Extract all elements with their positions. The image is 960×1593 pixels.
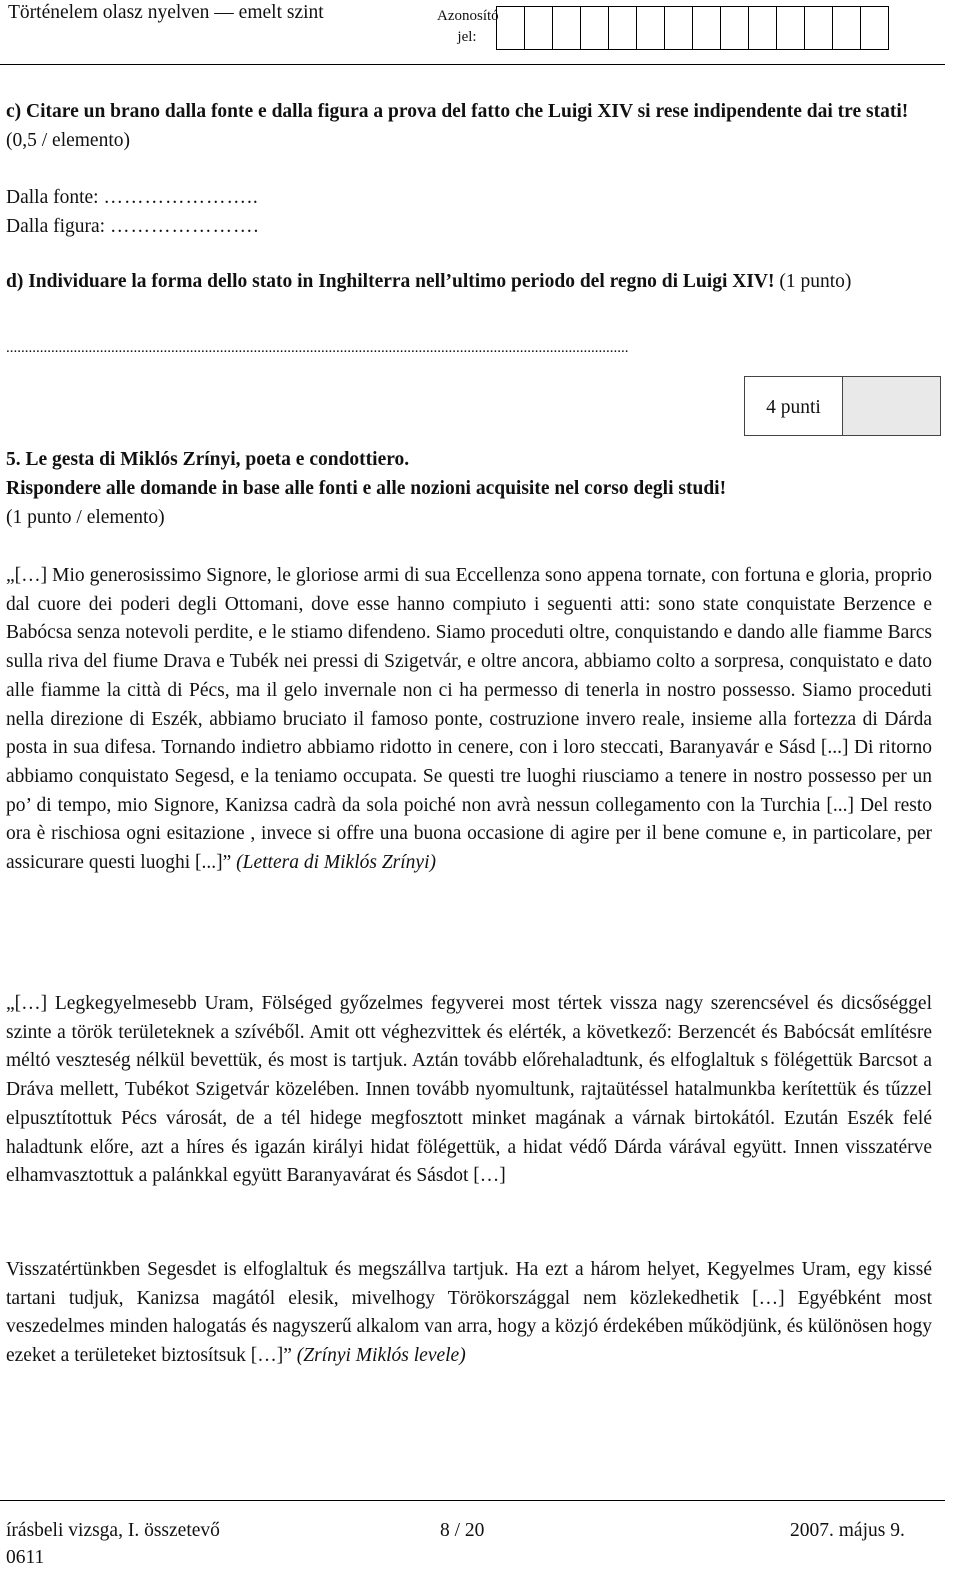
source-italian — [6, 562, 932, 878]
question-d-answer-line[interactable]: ...................................................................................................................................................................... — [6, 340, 629, 356]
task5-instruction: Rispondere alle domande in base alle fonti e alle nozioni acquisite nel corso degli studi! — [6, 478, 727, 499]
id-digit-box[interactable] — [497, 6, 525, 50]
id-digit-box[interactable] — [749, 6, 777, 50]
footer-date: 2007. május 9. — [790, 1520, 905, 1541]
id-digit-box[interactable] — [525, 6, 553, 50]
id-label: Azonosító jel: — [437, 8, 499, 45]
fonte-label: Dalla fonte: — [6, 187, 99, 208]
question-c-points: (0,5 / elemento) — [6, 129, 130, 151]
score-field[interactable] — [843, 377, 940, 435]
question-d-text: d) Individuare la forma dello stato in Inghilterra nell’ultimo periodo del regno di Luigi XIV! — [6, 271, 775, 292]
score-label: 4 punti — [745, 377, 843, 435]
id-digit-box[interactable] — [553, 6, 581, 50]
id-digit-box[interactable] — [693, 6, 721, 50]
question-d-points: (1 punto) — [779, 271, 852, 292]
source-italian-attribution: (Lettera di Miklós Zrínyi) — [236, 852, 436, 874]
answer-figura-line[interactable] — [6, 213, 932, 242]
fonte-answer-dots[interactable]: ………………….. — [103, 187, 259, 208]
footer-exam-part: írásbeli vizsga, I. összetevő — [6, 1520, 220, 1541]
task5-points: (1 punto / elemento) — [6, 507, 165, 528]
figura-answer-dots[interactable]: …………………. — [109, 216, 260, 237]
id-digit-box[interactable] — [637, 6, 665, 50]
source-hungarian-attribution: (Zrínyi Miklós levele) — [296, 1345, 466, 1367]
id-digit-box[interactable] — [861, 6, 889, 50]
footer-page-number: 8 / 20 — [440, 1520, 485, 1541]
header-divider — [0, 64, 945, 65]
id-digit-box[interactable] — [777, 6, 805, 50]
source-italian-text: „[…] Mio generosissimo Signore, le gloriose armi di sua Eccellenza sono appena tornate, con fortuna e gloria, proprio dal cuore dei poderi degli Ottomani, dove esse hanno compiuto i seguenti atti: sono state conquistate Berzence e Babócsa senza notevoli perdite, e le stiamo difendeno. Siamo proceduti oltre, conquistando e dando alle fiamme Barcs sulla riva del fiume Drava e Tubék nei pressi di Szigetvár, e oltre ancora, abbiamo colto a sorpresa, conquistato e dato alle fiamme la città di Pécs, ma il gelo invernale non ci ha permesso di tenerla in nostro possesso. Siamo proceduti nella direzione di Eszék, abbiamo bruciato il famoso ponte, costruzione invero reale, insieme alla fortezza di Dárda posta in sua difesa. Tornando indietro abbiamo ridotto in cenere, con i loro steccati, Baranyavár e Sásd [...] Di ritorno abbiamo conquistato Segesd, e la teniamo occupata. Se questi tre luoghi riusciamo a tenere in nostro possesso per un po’ di tempo, mio Signore, Kanizsa cadrà da sola poiché non avrà nessun collegamento con la Turchia [...] Del resto ora è rischiosa ogni esitazione , invece si offre una buona occasione di agire per il bene comune e, in particolare, per assicurare questi luoghi [...]” — [6, 565, 932, 874]
figura-label: Dalla figura: — [6, 216, 106, 237]
source-hungarian-1: „[…] Legkegyelmesebb Uram, Fölséged győzelmes fegyverei most tértek vissza nagy szerencsével és dicsőséggel szinte a török területeknek a szívéből. Amit ott véghezvittek és elérték, a következő: Berzencét és Babócsát említésre méltó veszteség nélkül bevettük, és most is tartjuk. Aztán tovább előrehaladtunk, és elfoglaltuk s fölégettük Barcsot a Dráva mellett, Tubékot Szigetvár közelében. Innen tovább nyomultunk, rajtaütéssel hatalmunkba kerítettük és tűzzel elpusztítottuk Pécs városát, de a tél hidege megfosztott minket magának a várnak birtokától. Ezután Eszék felé haladtunk előre, azt a híres és igazán királyi hidat fölégettük, a hidat védő Dárda várával együtt. Innen visszatérve elhamvasztottuk a palánkkal együtt Baranyavárat és Sásdot […] — [6, 993, 932, 1187]
footer-divider — [0, 1500, 945, 1501]
id-digit-box[interactable] — [581, 6, 609, 50]
score-box — [744, 376, 941, 436]
id-digit-box[interactable] — [665, 6, 693, 50]
question-c-text: c) Citare un brano dalla fonte e dalla figura a prova del fatto che Luigi XIV si rese indipendente dai tre stati! — [6, 101, 909, 122]
page-header — [0, 0, 960, 66]
task5-title: 5. Le gesta di Miklós Zrínyi, poeta e condottiero. — [6, 449, 410, 470]
id-input-boxes[interactable] — [496, 6, 889, 50]
footer-code: 0611 — [6, 1547, 45, 1568]
source-hungarian-2-text: Visszatértünkben Segesdet is elfoglaltuk és megszállva tartjuk. Ha ezt a három helyet, Kegyelmes Uram, egy kissé tartani tudjuk, Kanizsa magától elesik, mivelhogy Törökországgal nem közlekedhetik […] Egyébként most veszedelmes minden halogatás és nagyszerű alkalom van arra, hogy a közjó érdekében működjünk, és különösen hogy ezeket a területeket biztosítsuk […]” — [6, 1259, 932, 1367]
answer-fonte-line[interactable] — [6, 184, 932, 213]
id-digit-box[interactable] — [805, 6, 833, 50]
question-c — [6, 98, 932, 155]
id-digit-box[interactable] — [721, 6, 749, 50]
question-d — [6, 268, 932, 297]
exam-title: Történelem olasz nyelven — emelt szint — [8, 2, 324, 23]
id-digit-box[interactable] — [833, 6, 861, 50]
source-hungarian-2 — [6, 1256, 932, 1371]
id-digit-box[interactable] — [609, 6, 637, 50]
